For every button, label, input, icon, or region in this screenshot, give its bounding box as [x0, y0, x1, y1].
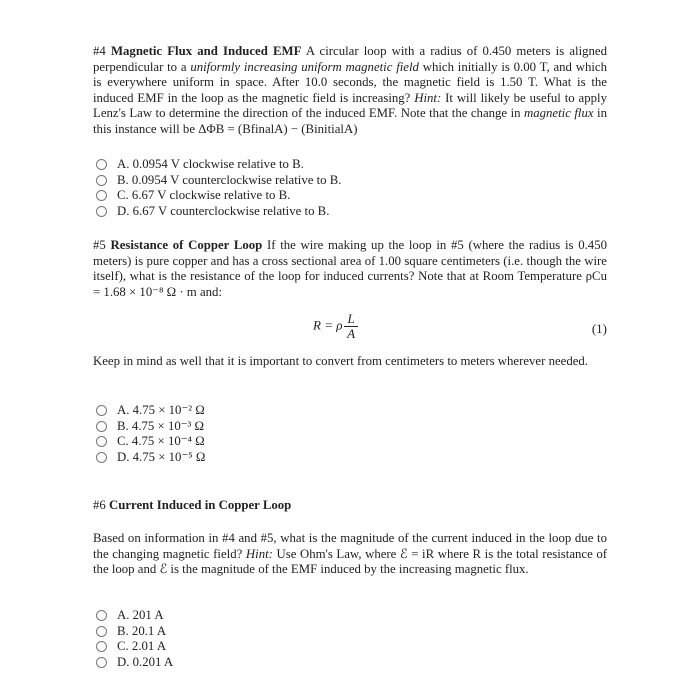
radio-button[interactable] — [96, 405, 107, 416]
q4-prompt: #4 Magnetic Flux and Induced EMF A circular loop with a radius of 0.450 meters is aligned perpendicular to a uniformly increasing uniform magnetic field which initially is 0.00 T, and which is everywhere uniform in space. After 10.0 seconds, the magnetic field is 1.50 T. What is the induced EMF in the loop as the magnetic field is increasing? Hint: It will likely be useful to apply Lenz's Law to determine the direction of the induced EMF. Note that the change in magnetic flux in this instance will be ΔΦB = (BfinalA) − (BinitialA) — [93, 44, 607, 136]
q6-prompt: Based on information in #4 and #5, what is the magnitude of the current induced in the loop due to the changing magnetic field? Hint: Use Ohm's Law, where ℰ = iR where R is the total resistance of the loop and ℰ is the magnitude of the EMF induced by the increasing magnetic flux. — [93, 531, 607, 577]
q6-option-b[interactable]: B. 20.1 A — [96, 624, 173, 640]
equation-fraction: $\frac{L}{A}$ — [344, 312, 357, 341]
radio-button[interactable] — [96, 610, 107, 621]
q4-options — [96, 157, 342, 219]
q4-option-b[interactable]: B. 0.0954 V counterclockwise relative to B. — [96, 173, 342, 189]
radio-button[interactable] — [96, 190, 107, 201]
radio-button[interactable] — [96, 436, 107, 447]
radio-button[interactable] — [96, 626, 107, 637]
q5-option-a[interactable]: A. 4.75 × 10⁻² Ω — [96, 403, 205, 419]
resistance-equation: R = ρ $\frac{L}{A}$ (1) — [313, 311, 607, 341]
q5-option-c[interactable]: C. 4.75 × 10⁻⁴ Ω — [96, 434, 205, 450]
q4-heading: #4 Magnetic Flux and Induced EMF — [93, 44, 302, 58]
q6-option-d[interactable]: D. 0.201 A — [96, 655, 173, 671]
radio-button[interactable] — [96, 641, 107, 652]
radio-button[interactable] — [96, 159, 107, 170]
radio-button[interactable] — [96, 657, 107, 668]
q5-options — [96, 403, 205, 465]
q4-option-a[interactable]: A. 0.0954 V clockwise relative to B. — [96, 157, 342, 173]
q6-options — [96, 608, 173, 670]
radio-button[interactable] — [96, 175, 107, 186]
q6-option-c[interactable]: C. 2.01 A — [96, 639, 173, 655]
q4-option-c[interactable]: C. 6.67 V clockwise relative to B. — [96, 188, 342, 204]
radio-button[interactable] — [96, 452, 107, 463]
q5-prompt: #5 Resistance of Copper Loop If the wire making up the loop in #5 (where the radius is 0.450 meters) is pure copper and has a cross sectional area of 1.00 square centimeters (i.e. though the wire itself), what is the resistance of the loop for induced currents? Note that at Room Temperature ρCu = 1.68 × 10⁻⁸ Ω · m and: — [93, 238, 607, 299]
q5-heading: #5 Resistance of Copper Loop — [93, 238, 263, 252]
radio-button[interactable] — [96, 421, 107, 432]
equation-number: (1) — [591, 321, 607, 336]
q5-note: Keep in mind as well that it is important to convert from centimeters to meters wherever needed. — [93, 354, 589, 368]
q5-option-d[interactable]: D. 4.75 × 10⁻⁵ Ω — [96, 450, 205, 466]
q6-heading: #6 Current Induced in Copper Loop — [93, 498, 292, 512]
q6-option-a[interactable]: A. 201 A — [96, 608, 173, 624]
q4-option-d[interactable]: D. 6.67 V counterclockwise relative to B. — [96, 204, 342, 220]
radio-button[interactable] — [96, 206, 107, 217]
q5-option-b[interactable]: B. 4.75 × 10⁻³ Ω — [96, 419, 205, 435]
